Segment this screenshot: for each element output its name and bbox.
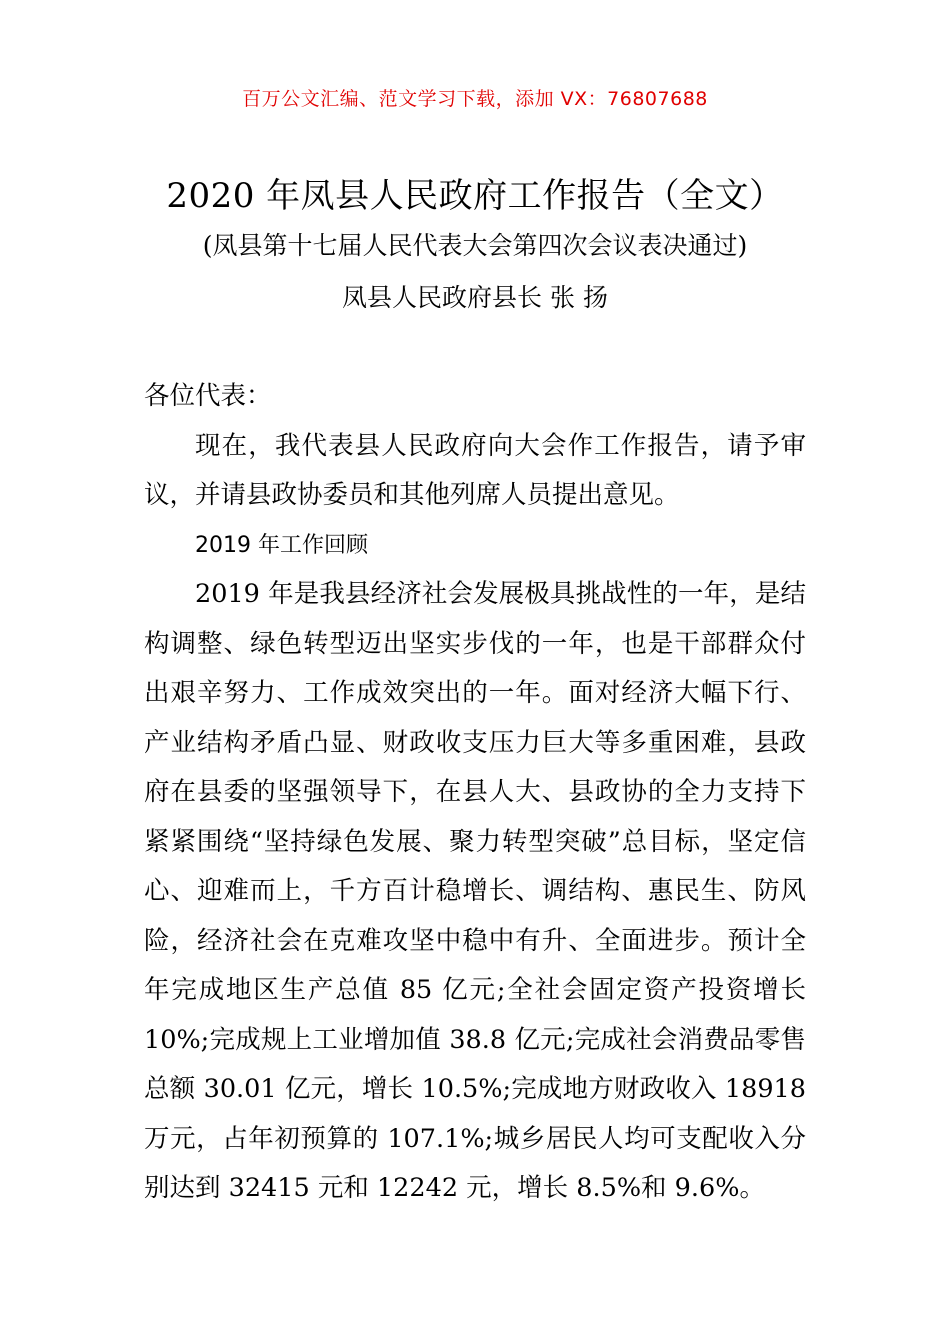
document-body [144, 372, 806, 1214]
document-title: 2020 年凤县人民政府工作报告（全文） [166, 176, 784, 216]
section-heading: 2019 年工作回顾 [195, 532, 368, 558]
review-paragraph: 2019 年是我县经济社会发展极具挑战性的一年，是结构调整、绿色转型迈出坚实步伐的一年，也是干部群众付出艰辛努力、工作成效突出的一年。面对经济大幅下行、产业结构矛盾凸显、财政收支压力巨大等多重困难，县政府在县委的坚强领导下，在县人大、县政协的全力支持下紧紧围绕“坚持绿色发展、聚力转型突破”总目标，坚定信心、迎难而上，千方百计稳增长、调结构、惠民生、防风险，经济社会在克难攻坚中稳中有升、全面进步。预计全年完成地区生产总值 85 亿元;全社会固定资产投资增长 10%;完成规上工业增加值 38.8 亿元;完成社会消费品零售总额 30.01 亿元，增长 10.5%;完成地方财政收入 18918 万元，占年初预算的 107.1%;城乡居民人均可支配收入分别达到 32415 元和 12242 元，增长 8.5%和 9.6%。 [144, 579, 806, 1203]
intro-paragraph: 现在，我代表县人民政府向大会作工作报告，请予审议，并请县政协委员和其他列席人员提出意见。 [144, 430, 806, 510]
salutation: 各位代表： [144, 381, 272, 411]
promo-banner: 百万公文汇编、范文学习下载，添加 VX：76807688 [242, 88, 708, 110]
document-subtitle: (凤县第十七届人民代表大会第四次会议表决通过) [202, 231, 748, 260]
document-author: 凤县人民政府县长 张 扬 [342, 283, 608, 312]
